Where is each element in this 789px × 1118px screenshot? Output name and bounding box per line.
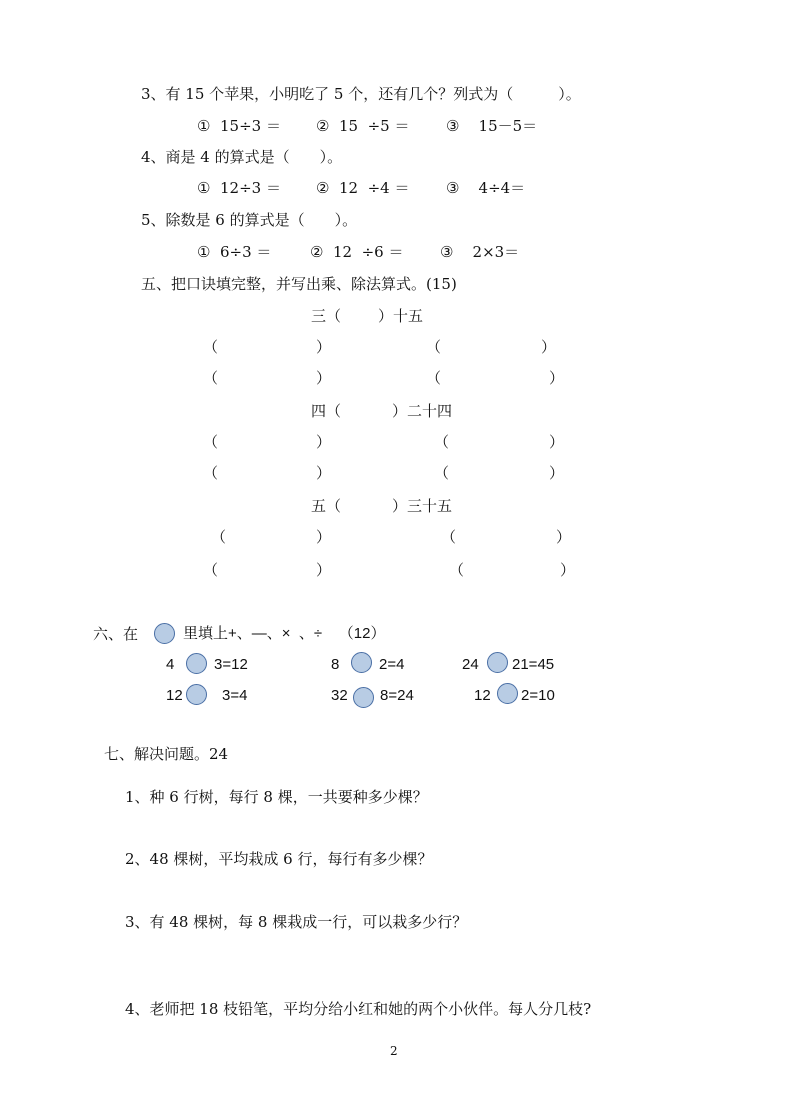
problem-4: 4、老师把 18 枝铅笔，平均分给小红和她的两个小伙伴。每人分几枝? [125,1000,592,1018]
circle-blank-icon [154,623,175,644]
eq-left: 4 [166,656,175,673]
operator-circle[interactable] [353,687,374,708]
q4-option-1: ① 12÷3 ＝ [197,179,281,197]
operator-circle[interactable] [351,652,372,673]
q5-option-2: ② 12 ÷6 ＝ [310,243,404,261]
q3-option-1: ① 15÷3 ＝ [197,117,281,135]
q4-option-2: ② 12 ÷4 ＝ [316,179,410,197]
blank-close: ） [541,338,557,356]
question-3: 3、有 15 个苹果，小明吃了 5 个，还有几个？列式为（ ）。 [141,85,581,103]
eq-left: 32 [331,687,348,704]
problem-3: 3、有 48 棵树，每 8 棵栽成一行，可以栽多少行？ [125,913,468,931]
eq-left: 12 [166,687,183,704]
eq-right: 2=10 [521,687,555,704]
eq-right: 3=12 [214,656,248,673]
operator-circle[interactable] [186,653,207,674]
q3-option-3: ③ 15－5＝ [446,117,538,135]
eq-right: 21=45 [512,656,555,673]
question-4: 4、商是 4 的算式是（ ）。 [141,148,343,166]
q5-option-1: ① 6÷3 ＝ [197,243,272,261]
blank-open: （ [434,464,450,482]
blank-close: ） [549,369,565,387]
rhyme-2-left: 四（ [311,402,342,420]
operator-circle[interactable] [487,652,508,673]
section-6-heading-post: 里填上+、—、× 、÷ （12） [183,625,386,642]
page-number: 2 [390,1044,398,1058]
rhyme-3-left: 五（ [311,497,342,515]
operator-circle[interactable] [186,684,207,705]
rhyme-3-right: ）三十五 [392,497,453,515]
blank-close: ） [316,369,332,387]
operator-circle[interactable] [497,683,518,704]
blank-close: ） [556,528,572,546]
blank-close: ） [560,561,576,579]
blank-open: （ [426,338,442,356]
blank-close: ） [316,338,332,356]
problem-1: 1、种 6 行树，每行 8 棵，一共要种多少棵？ [125,788,428,806]
section-7-heading: 七、解决问题。24 [104,745,229,763]
eq-left: 8 [331,656,340,673]
blank-open: （ [426,369,442,387]
blank-open: （ [203,561,219,579]
eq-right: 3=4 [222,687,248,704]
q5-option-3: ③ 2×3＝ [440,243,520,261]
blank-close: ） [549,433,565,451]
blank-open: （ [203,338,219,356]
section-5-heading: 五、把口诀填完整，并写出乘、除法算式。(15) [141,275,457,293]
blank-open: （ [211,528,227,546]
blank-close: ） [549,464,565,482]
blank-close: ） [316,433,332,451]
q4-option-3: ③ 4÷4＝ [446,179,526,197]
blank-open: （ [441,528,457,546]
rhyme-1-left: 三（ [311,307,342,325]
blank-open: （ [203,464,219,482]
blank-close: ） [316,561,332,579]
blank-close: ） [316,528,332,546]
blank-open: （ [449,561,465,579]
rhyme-1-right: ）十五 [378,307,424,325]
eq-left: 12 [474,687,491,704]
blank-open: （ [203,369,219,387]
eq-left: 24 [462,656,479,673]
blank-close: ） [316,464,332,482]
question-5: 5、除数是 6 的算式是（ ）。 [141,211,358,229]
eq-right: 2=4 [379,656,405,673]
q3-option-2: ② 15 ÷5 ＝ [316,117,410,135]
section-6-heading-pre: 六、在 [93,625,139,643]
blank-open: （ [434,433,450,451]
problem-2: 2、48 棵树，平均栽成 6 行，每行有多少棵？ [125,850,433,868]
eq-right: 8=24 [380,687,414,704]
blank-open: （ [203,433,219,451]
rhyme-2-right: ）二十四 [392,402,453,420]
